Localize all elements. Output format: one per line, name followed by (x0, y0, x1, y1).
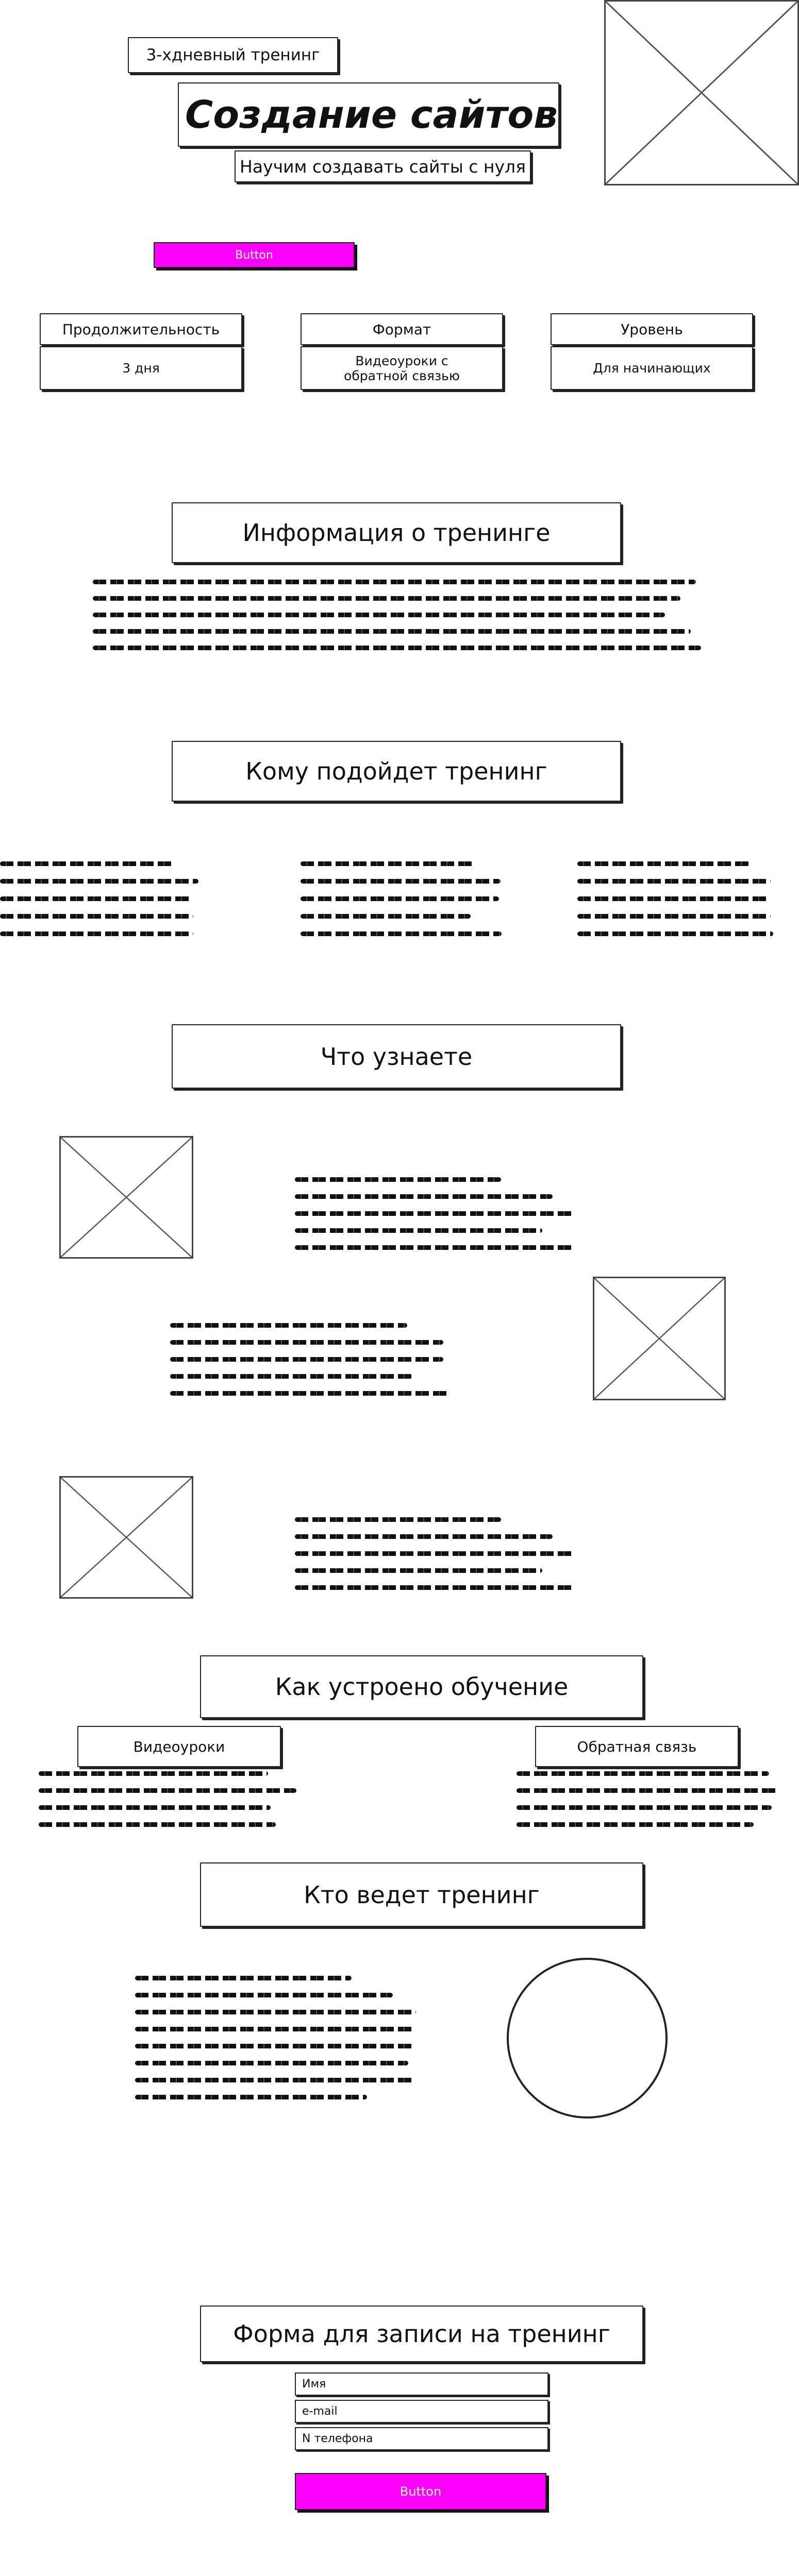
feature-value-text: 3 дня (122, 361, 160, 376)
form-button-label: Button (400, 2484, 442, 2499)
form-submit-button[interactable] (295, 2473, 546, 2510)
hero-subtitle (235, 150, 531, 182)
section-heading-text: Кому подойдет тренинг (245, 757, 547, 785)
email-field[interactable] (295, 2400, 548, 2423)
hero-subtitle-text: Научим создавать сайты с нуля (240, 156, 526, 177)
hero-title (178, 82, 559, 147)
hero-button-label: Button (235, 248, 273, 262)
feature-label-text: Продолжительность (62, 320, 220, 338)
process-item-text: Обратная связь (577, 1738, 697, 1755)
trainer-avatar (507, 1958, 668, 2119)
process-item-feedback (535, 1726, 739, 1767)
section-heading-text: Кто ведет тренинг (304, 1880, 540, 1909)
audience-text-col-3 (577, 861, 784, 939)
phone-field[interactable] (295, 2427, 548, 2450)
section-heading-text: Информация о тренинге (242, 519, 551, 547)
learn-image-1-icon (59, 1136, 193, 1259)
section-heading-learn (172, 1024, 621, 1089)
feature-level-label (551, 313, 753, 345)
feature-format-label (301, 313, 503, 345)
phone-field-placeholder: N телефона (302, 2432, 373, 2445)
feature-format-value (301, 346, 503, 390)
feature-value-text: Для начинающих (593, 361, 711, 376)
info-text-block (93, 580, 701, 662)
learn-image-3-icon (59, 1476, 193, 1599)
learn-image-2-icon (593, 1277, 726, 1400)
section-heading-info (172, 502, 621, 563)
feature-duration-value (40, 346, 242, 390)
section-heading-form (200, 2306, 643, 2362)
section-heading-text: Как устроено обучение (275, 1673, 569, 1701)
name-field[interactable] (295, 2372, 548, 2396)
hero-tag-text: 3-хдневный тренинг (146, 46, 320, 64)
feature-value-text: Видеоуроки с обратной связью (344, 353, 460, 383)
feature-duration-label (40, 313, 242, 345)
hero-title-text: Создание сайтов (185, 92, 558, 137)
learn-text-3 (295, 1517, 584, 1597)
feature-level-value (551, 346, 753, 390)
process-item-video (77, 1726, 281, 1767)
trainer-text (135, 1976, 424, 2105)
hero-tag (128, 37, 338, 73)
email-field-placeholder: e-mail (302, 2405, 338, 2418)
learn-text-2 (170, 1323, 459, 1403)
section-heading-audience (172, 741, 621, 802)
process-item-text: Видеоуроки (133, 1738, 225, 1755)
image-placeholder-icon (604, 0, 799, 185)
audience-text-col-2 (301, 861, 507, 939)
process-text-2 (517, 1771, 785, 1838)
feature-label-text: Формат (372, 320, 431, 338)
section-heading-trainer (200, 1862, 643, 1927)
name-field-placeholder: Имя (302, 2378, 326, 2391)
feature-label-text: Уровень (621, 320, 683, 338)
audience-text-col-1 (0, 861, 201, 939)
learn-text-1 (295, 1177, 584, 1257)
hero-button[interactable] (154, 242, 355, 268)
section-heading-process (200, 1655, 643, 1718)
process-text-1 (39, 1771, 307, 1838)
section-heading-text: Что узнаете (320, 1042, 473, 1071)
section-heading-text: Форма для записи на тренинг (233, 2320, 610, 2348)
